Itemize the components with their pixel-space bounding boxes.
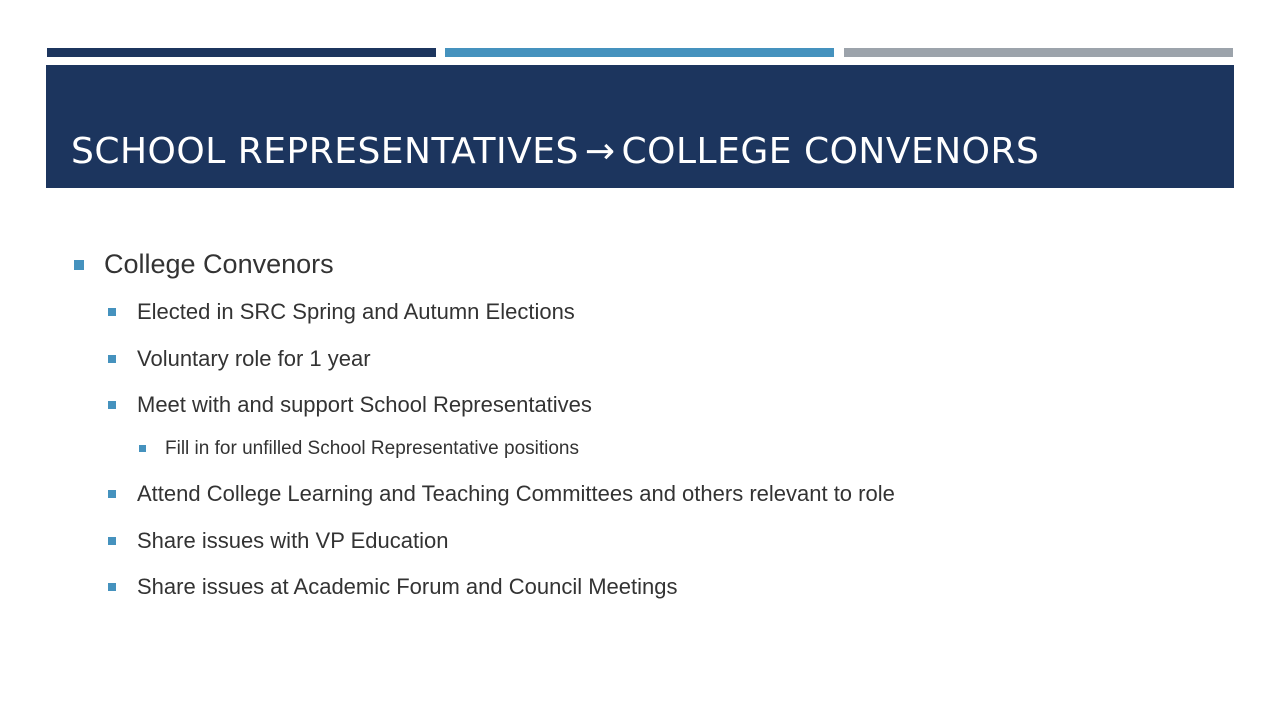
bullet-text: Attend College Learning and Teaching Committees and others relevant to role bbox=[137, 481, 895, 506]
square-bullet-icon bbox=[108, 401, 116, 409]
square-bullet-icon bbox=[108, 355, 116, 363]
bullet-item bbox=[137, 301, 575, 323]
bullet-item bbox=[104, 251, 334, 278]
bullet-item bbox=[137, 348, 371, 370]
slide-title-left: SCHOOL REPRESENTATIVES bbox=[71, 131, 579, 172]
square-bullet-icon bbox=[108, 308, 116, 316]
bullet-text: Share issues at Academic Forum and Council Meetings bbox=[137, 574, 678, 599]
slide-title bbox=[71, 131, 1040, 172]
title-band bbox=[46, 65, 1234, 188]
bullet-item bbox=[137, 576, 677, 598]
bullet-item bbox=[137, 530, 448, 552]
bullet-item bbox=[137, 394, 592, 416]
accent-bar-blue bbox=[445, 48, 834, 57]
bullet-item bbox=[137, 483, 895, 505]
bullet-text: Share issues with VP Education bbox=[137, 528, 449, 553]
accent-bar-navy bbox=[47, 48, 436, 57]
square-bullet-icon bbox=[139, 445, 146, 452]
slide-title-right: COLLEGE CONVENORS bbox=[621, 131, 1040, 172]
accent-bar-gray bbox=[844, 48, 1233, 57]
bullet-text: Meet with and support School Representatives bbox=[137, 392, 592, 417]
square-bullet-icon bbox=[108, 490, 116, 498]
bullet-item bbox=[165, 439, 579, 458]
square-bullet-icon bbox=[74, 260, 84, 270]
bullet-text: Voluntary role for 1 year bbox=[137, 346, 371, 371]
bullet-text: Fill in for unfilled School Representative positions bbox=[165, 438, 579, 459]
square-bullet-icon bbox=[108, 583, 116, 591]
bullet-text: Elected in SRC Spring and Autumn Elections bbox=[137, 299, 575, 324]
bullet-text: College Convenors bbox=[104, 249, 334, 279]
square-bullet-icon bbox=[108, 537, 116, 545]
arrow-right-icon: → bbox=[584, 131, 616, 172]
